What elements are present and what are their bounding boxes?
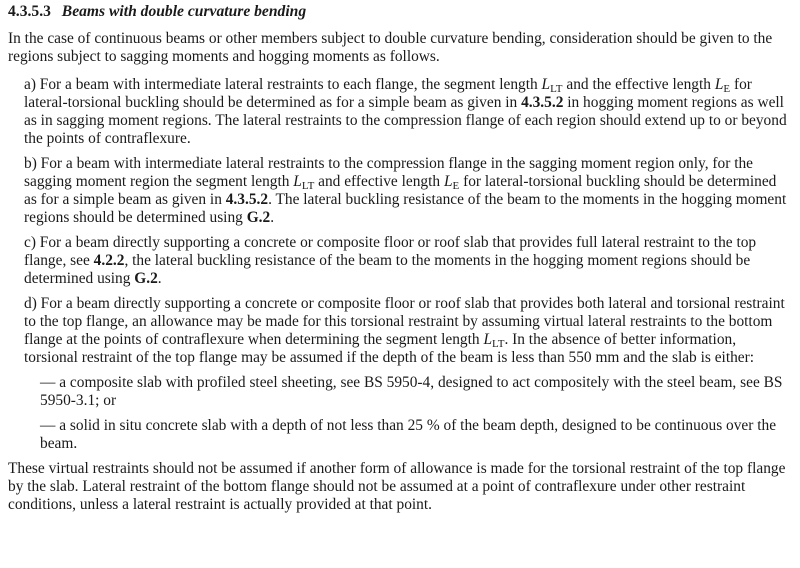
symbol-l-e: L [443,173,453,190]
clause-reference: 4.3.5.2 [225,191,269,208]
annex-reference: G.2 [134,270,158,287]
symbol-l-lt: L [541,76,551,93]
dash-item-composite-slab: — a composite slab with profiled steel sheeting, see BS 5950-4, designed to act compositely with the steel beam, see BS 5950-3.1; or [40,374,783,409]
clause-d: d) For a beam directly supporting a concrete or composite floor or roof slab that provides both lateral and torsional restraint to the top flange, an allowance may be made for this torsional restraint by assuming virtual lateral restraints to the bottom flange at the points of contraflexure when determining the segment length $L_{LT}$. In the absence of better information, torsional restraint of the top flange may be assumed if the depth of the beam is less than 550 mm and the slab is either: [24,295,785,366]
symbol-l-e: L [714,76,724,93]
clause-b: b) For a beam with intermediate lateral restraints to the compression flange in the sagging moment region only, for the sagging moment region the segment length $L_{LT}$ and effective length $L_E$ for lateral-torsional buckling should be determined as for a simple beam as given in 4.3.5.2. The lateral buckling resistance of the beam to the moments in the hogging moment regions should be determined using G.2. [24,155,787,226]
section-title: Beams with double curvature bending [61,3,307,20]
section-heading [8,2,792,21]
symbol-l-lt: L [293,173,302,190]
section-number: 4.3.5.3 [8,3,51,20]
symbol-l-lt: L [483,331,492,348]
clause-a: a) For a beam with intermediate lateral restraints to each flange, the segment length $L_{LT}$ and the effective length $L_E$ for lateral-torsional buckling should be determined as for a simple beam as given in 4.3.5.2 in hogging moment regions as well as in sagging moment regions. The lateral restraints to the compression flange of each region should extend up to or beyond the points of contraflexure. [24,76,787,147]
closing-paragraph: These virtual restraints should not be assumed if another form of allowance is made for the torsional restraint of the top flange by the slab. Lateral restraint of the bottom flange should not be assumed at a point of contraflexure under other restraint conditions, unless a lateral restraint is actually provided at that point. [8,460,786,513]
annex-reference: G.2 [246,209,271,226]
clause-c: c) For a beam directly supporting a concrete or composite floor or roof slab that provides full lateral restraint to the top flange, see 4.2.2, the lateral buckling resistance of the beam to the moments in the hogging moment regions should be determined using G.2. [24,234,757,287]
clause-reference: 4.3.5.2 [521,94,564,111]
dash-item-solid-slab: — a solid in situ concrete slab with a depth of not less than 25 % of the beam depth, designed to be continuous over the beam. [40,417,777,452]
intro-paragraph: In the case of continuous beams or other members subject to double curvature bending, consideration should be given to the regions subject to sagging moments and hogging moments as follows. [8,30,773,65]
clause-reference: 4.2.2 [93,252,125,269]
